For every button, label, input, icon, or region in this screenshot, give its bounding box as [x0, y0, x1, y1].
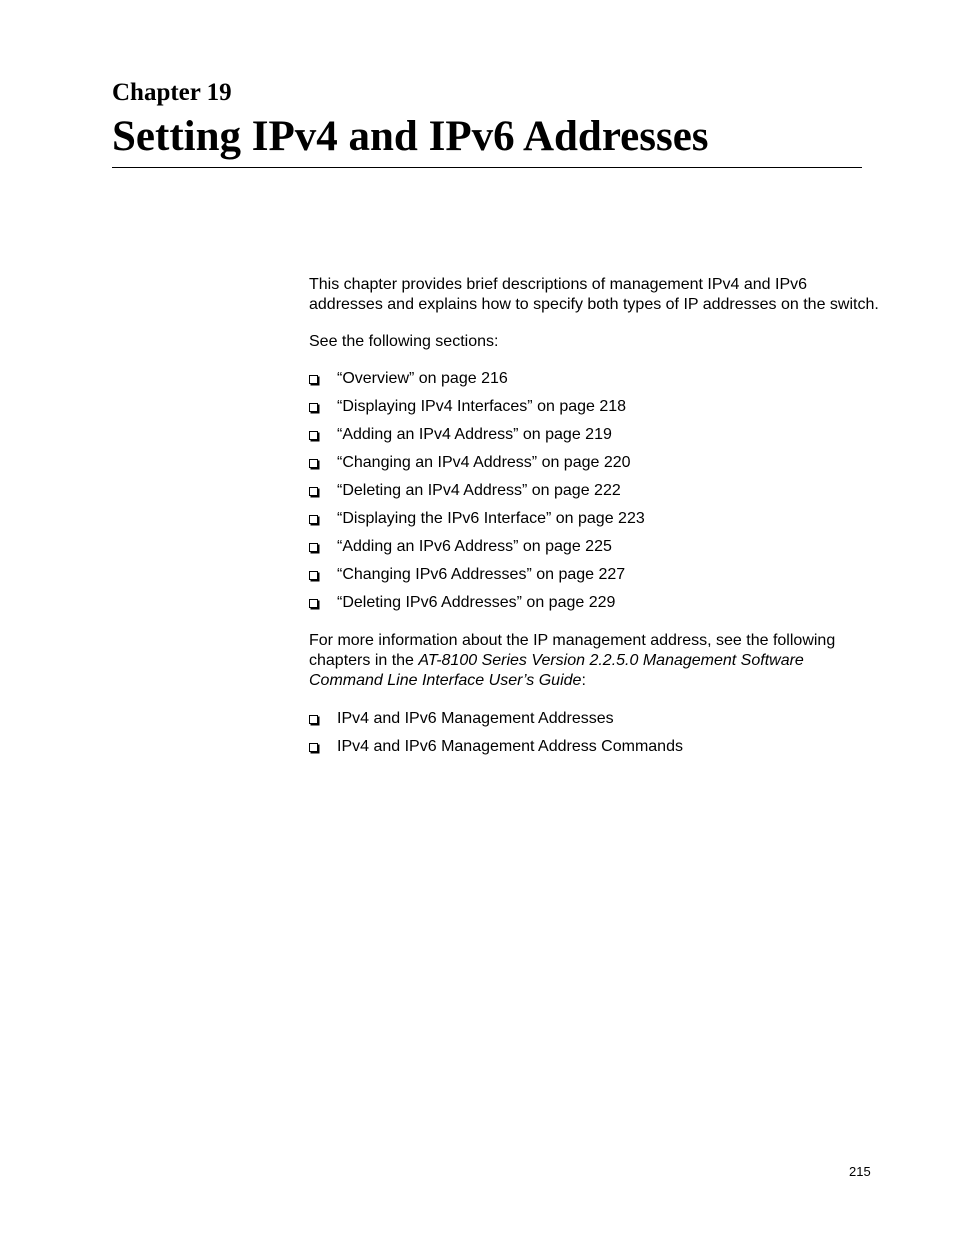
list-item — [309, 593, 879, 621]
checkbox-square-icon — [309, 515, 318, 524]
checkbox-square-icon — [309, 459, 318, 468]
list-item — [309, 709, 879, 737]
checkbox-square-icon — [309, 571, 318, 580]
list-item — [309, 565, 879, 593]
chapter-body — [309, 275, 879, 765]
section-link-text: “Overview” on page 216 — [337, 369, 508, 387]
section-link-text: “Changing an IPv4 Address” on page 220 — [337, 453, 631, 471]
chapter-title: Setting IPv4 and IPv6 Addresses — [112, 113, 709, 160]
checkbox-square-icon — [309, 543, 318, 552]
checkbox-square-icon — [309, 375, 318, 384]
section-link-text: “Deleting an IPv4 Address” on page 222 — [337, 481, 621, 499]
checkbox-square-icon — [309, 599, 318, 608]
list-item — [309, 453, 879, 481]
list-item — [309, 425, 879, 453]
chapter-ref-text: IPv4 and IPv6 Management Addresses — [337, 709, 614, 727]
section-link-text: “Displaying IPv4 Interfaces” on page 218 — [337, 397, 627, 415]
section-link-text: “Displaying the IPv6 Interface” on page 223 — [337, 509, 645, 527]
chapters-list — [309, 709, 879, 765]
list-item — [309, 369, 879, 397]
checkbox-square-icon — [309, 743, 318, 752]
guide-title: AT-8100 Series Version 2.2.5.0 Management Software Command Line Interface User’s Guide — [309, 652, 804, 690]
section-link-text: “Adding an IPv4 Address” on page 219 — [337, 425, 612, 443]
list-item — [309, 509, 879, 537]
more-info-paragraph — [309, 631, 879, 692]
chapter-label: Chapter 19 — [112, 79, 232, 106]
more-info-text: For more information about the IP management address, see the following chapters in the — [309, 631, 836, 670]
sections-list — [309, 369, 879, 621]
checkbox-square-icon — [309, 715, 318, 724]
chapter-ref-text: IPv4 and IPv6 Management Address Commands — [337, 737, 683, 755]
see-sections-paragraph: See the following sections: — [309, 332, 499, 350]
more-info-colon: : — [581, 672, 586, 690]
checkbox-square-icon — [309, 431, 318, 440]
list-item — [309, 481, 879, 509]
checkbox-square-icon — [309, 487, 318, 496]
checkbox-square-icon — [309, 403, 318, 412]
section-link-text: “Deleting IPv6 Addresses” on page 229 — [337, 593, 616, 611]
list-item — [309, 537, 879, 565]
section-link-text: “Adding an IPv6 Address” on page 225 — [337, 537, 612, 555]
section-link-text: “Changing IPv6 Addresses” on page 227 — [337, 565, 626, 583]
list-item — [309, 397, 879, 425]
list-item — [309, 737, 879, 765]
title-divider — [112, 167, 862, 168]
page-number: 215 — [849, 1164, 871, 1179]
intro-paragraph: This chapter provides brief descriptions of management IPv4 and IPv6 addresses and explains how to specify both types of IP addresses on the switch. — [309, 276, 879, 314]
